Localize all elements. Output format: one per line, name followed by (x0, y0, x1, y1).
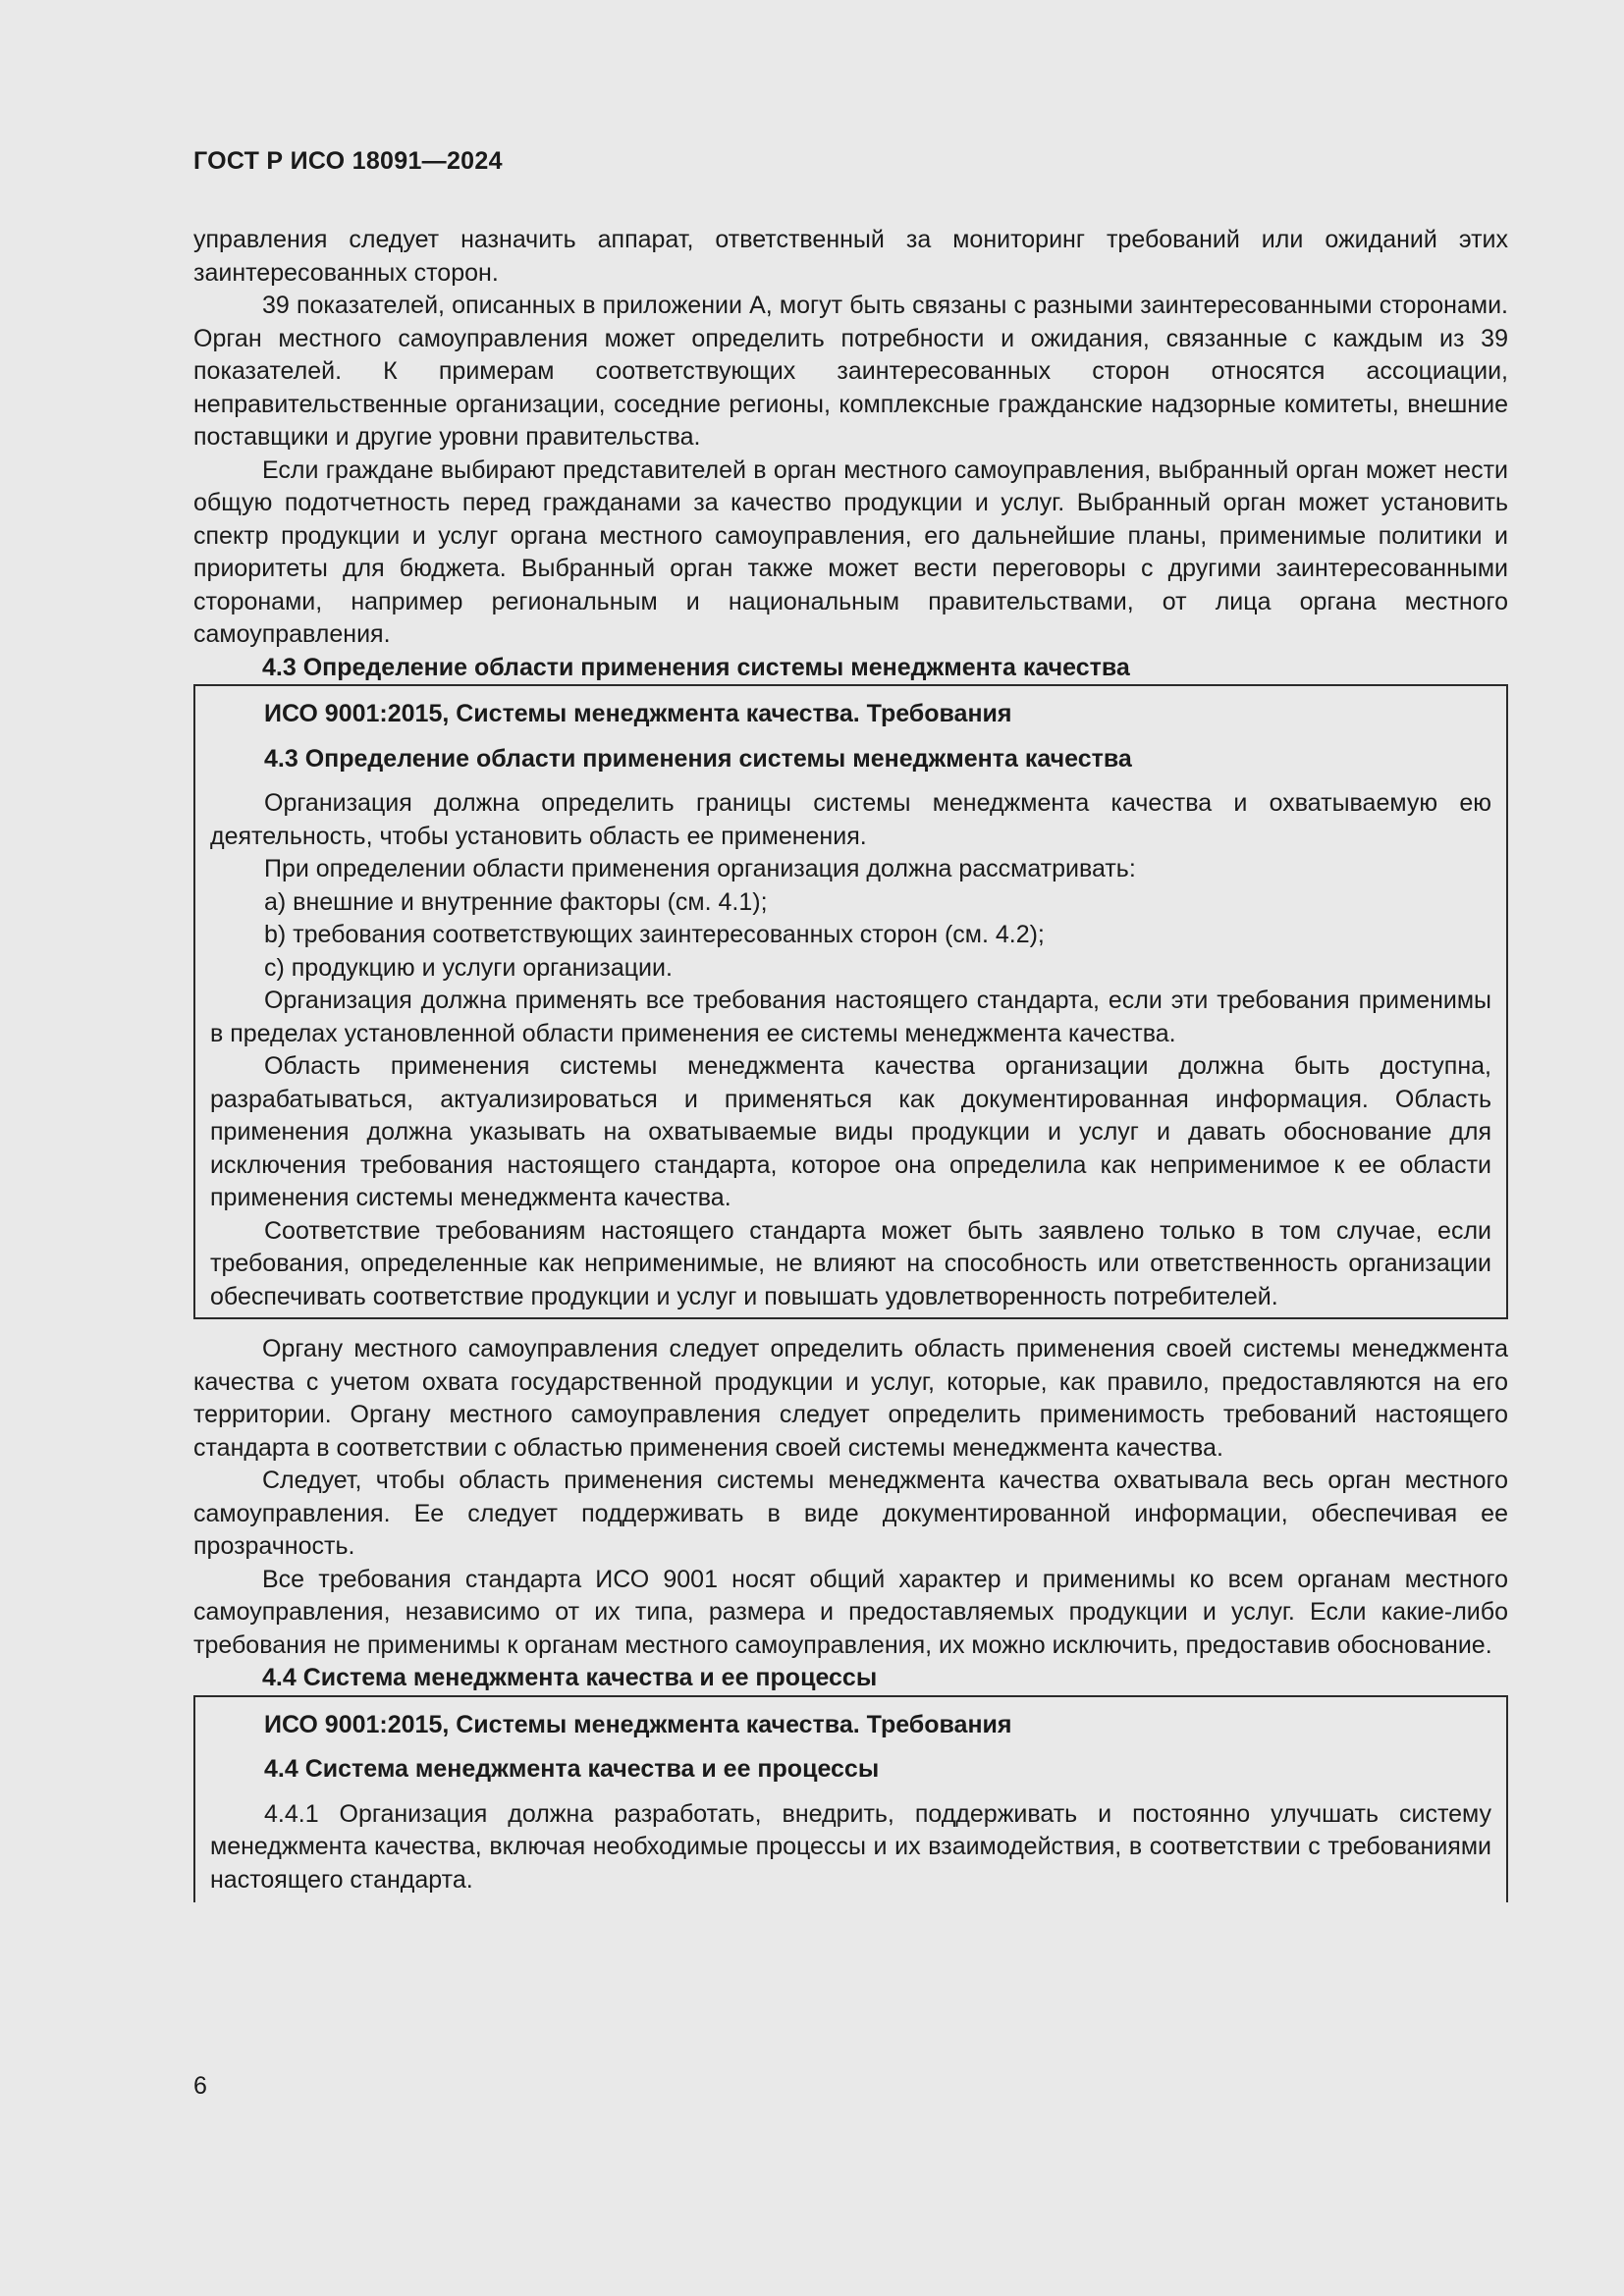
paragraph: Если граждане выбирают представителей в орган местного самоуправления, выбранный орган может нести общую подотчетность перед гражданами за качество продукции и услуг. Выбранный орган может установить спектр продукции и услуг органа местного самоуправления, его дальнейшие планы, применимые политики и приоритеты для бюджета. Выбранный орган также может вести переговоры с другими заинтересованными сторонами, например региональным и национальным правительствами, от лица органа местного самоуправления. (193, 455, 1508, 648)
list-item: а) внешние и внутренние факторы (см. 4.1); (264, 887, 768, 916)
quote-paragraph: Организация должна определить границы системы менеджмента качества и охватываемую ею деятельность, чтобы установить область ее применения. (210, 789, 1491, 850)
section-heading-4-4: 4.4 Система менеджмента качества и ее процессы (262, 1664, 878, 1691)
paragraph: Органу местного самоуправления следует определить область применения своей системы менеджмента качества с учетом охвата государственной продукции и услуг, которые, как правило, предоставляются на его территории. Органу местного самоуправления следует определить применимость требований настоящего стандарта в соответствии с областью применения своей системы менеджмента качества. (193, 1335, 1508, 1462)
page-number: 6 (193, 2072, 207, 2100)
quote-paragraph: Соответствие требованиям настоящего стандарта может быть заявлено только в том случае, если требования, определенные как неприменимые, не влияют на способность или ответственность организации обеспечивать соответствие продукции и услуг и повышать удовлетворенность потребителей. (210, 1216, 1491, 1310)
quote-box-iso-4-4 (193, 1695, 1508, 1903)
quote-box-subtitle: 4.4 Система менеджмента качества и ее процессы (264, 1755, 880, 1783)
section-heading-4-3: 4.3 Определение области применения системы менеджмента качества (262, 653, 1130, 681)
document-header: ГОСТ Р ИСО 18091—2024 (193, 147, 503, 175)
quote-paragraph: Организация должна применять все требования настоящего стандарта, если эти требования применимы в пределах установленной области применения ее системы менеджмента качества. (210, 987, 1491, 1047)
quote-paragraph: Область применения системы менеджмента качества организации должна быть доступна, разрабатываться, актуализироваться и применяться как документированная информация. Область применения должна указывать на охватываемые виды продукции и услуг и давать обоснование для исключения требования настоящего стандарта, которое она определила как неприменимое к ее области применения системы менеджмента качества. (210, 1052, 1491, 1211)
quote-paragraph: При определении области применения организация должна рассматривать: (264, 855, 1136, 882)
list-item: с) продукцию и услуги организации. (264, 953, 673, 982)
quote-box-title: ИСО 9001:2015, Системы менеджмента качества. Требования (264, 1710, 1012, 1738)
quote-paragraph: 4.4.1 Организация должна разработать, внедрить, поддерживать и постоянно улучшать систему менеджмента качества, включая необходимые процессы и их взаимодействия, в соответствии с требованиями настоящего стандарта. (210, 1799, 1491, 1894)
paragraph: Следует, чтобы область применения системы менеджмента качества охватывала весь орган местного самоуправления. Ее следует поддерживать в виде документированной информации, обеспечивая ее прозрачность. (193, 1467, 1508, 1560)
list-item: b) требования соответствующих заинтересованных сторон (см. 4.2); (264, 921, 1045, 948)
quote-box-title: ИСО 9001:2015, Системы менеджмента качества. Требования (264, 700, 1012, 727)
paragraph: управления следует назначить аппарат, ответственный за мониторинг требований или ожиданий этих заинтересованных сторон. (193, 226, 1508, 287)
quote-box-subtitle: 4.3 Определение области применения системы менеджмента качества (264, 744, 1132, 773)
paragraph: Все требования стандарта ИСО 9001 носят общий характер и применимы ко всем органам местного самоуправления, независимо от их типа, размера и предоставляемых продукции и услуг. Если какие-либо требования не применимы к органам местного самоуправления, их можно исключить, предоставив обоснование. (193, 1565, 1508, 1659)
quote-box-iso-4-3 (193, 684, 1508, 1319)
paragraph: 39 показателей, описанных в приложении А, могут быть связаны с разными заинтересованными сторонами. Орган местного самоуправления может определить потребности и ожидания, связанные с каждым из 39 показателей. К примерам соответствующих заинтересованных сторон относятся ассоциации, неправительственные организации, соседние регионы, комплексные гражданские надзорные комитеты, внешние поставщики и другие уровни правительства. (193, 292, 1508, 451)
page-content (193, 224, 1508, 1902)
